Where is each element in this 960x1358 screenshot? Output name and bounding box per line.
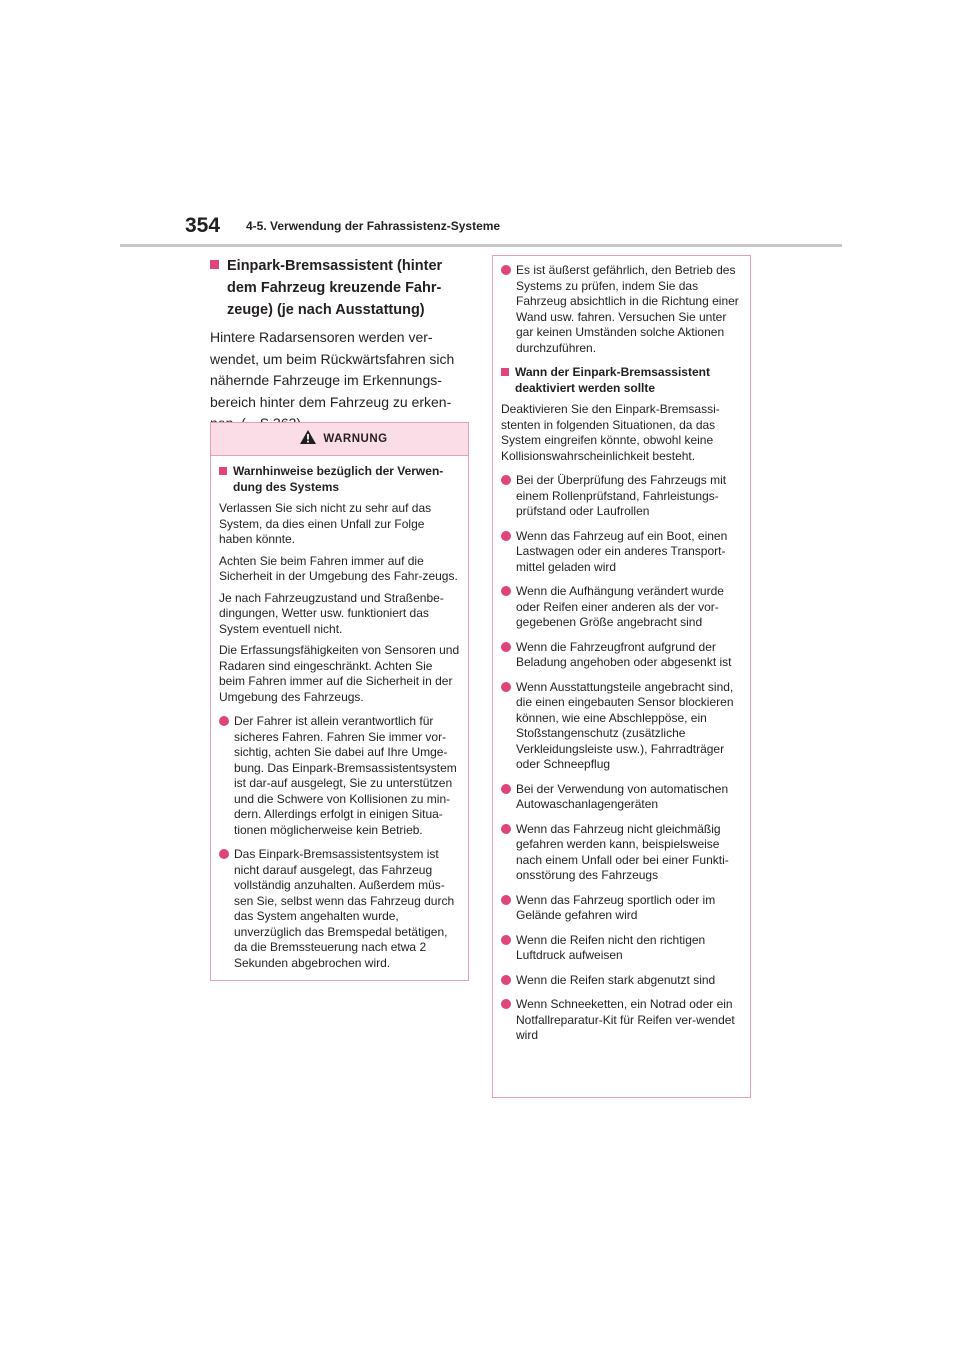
circle-bullet-icon: [501, 531, 511, 541]
list-item-text: Wenn das Fahrzeug sportlich oder im Gelände gefahren wird: [516, 892, 716, 922]
circle-bullet-icon: [501, 784, 511, 794]
circle-bullet-icon: [219, 849, 229, 859]
list-item: [501, 584, 742, 631]
square-bullet-icon: [210, 260, 219, 269]
list-item: [501, 973, 742, 989]
list-item: [501, 529, 742, 576]
list-item: [501, 933, 742, 964]
main-heading: [210, 255, 472, 321]
warning-paragraph: Je nach Fahrzeugzustand und Straßenbe-dingungen, Wetter usw. funktioniert das System eventuell nicht.: [219, 590, 444, 636]
list-item-text: Wenn Ausstattungsteile angebracht sind, die einen eingebauten Sensor blockieren können, wie eine Abschleppöse, ein Stoßstangenschutz (zusätzliche Verkleidungsleiste usw.), Fahrradträger oder Schneepflug: [516, 679, 734, 771]
warning-subheading: [219, 464, 460, 495]
list-item-text: Wenn die Reifen stark abgenutzt sind: [516, 972, 716, 987]
list-item-text: Das Einpark-Bremsassistentsystem ist nicht darauf ausgelegt, das Fahrzeug vollständig anzuhalten. Außerdem müs-sen Sie, selbst wenn das Fahrzeug durch das System angehalten wurde, unverzüglich das Bremspedal betätigen, da die Bremssteuerung nach etwa 2 Sekunden abgebrochen wird.: [234, 847, 455, 970]
circle-bullet-icon: [501, 975, 511, 985]
main-heading-text: Einpark-Bremsassistent (hinter dem Fahrzeug kreuzende Fahr-zeuge) (je nach Ausstattung): [227, 258, 443, 318]
list-item-text: Wenn die Reifen nicht den richtigen Luftdruck aufweisen: [516, 932, 706, 962]
list-item-text: Bei der Verwendung von automatischen Autowaschanlagengeräten: [516, 781, 729, 811]
circle-bullet-icon: [501, 265, 511, 275]
list-item: [501, 782, 742, 813]
caution-box: [492, 255, 751, 1098]
list-item: [219, 847, 460, 971]
list-item-text: Wenn das Fahrzeug nicht gleichmäßig gefahren werden kann, beispielsweise nach einem Unfall oder bei einer Funkti-onsstörung des Fahrzeugs: [516, 821, 729, 882]
warning-header: [211, 423, 468, 456]
circle-bullet-icon: [501, 824, 511, 834]
circle-bullet-icon: [501, 642, 511, 652]
list-item: [501, 640, 742, 671]
list-item: [219, 714, 460, 838]
warning-label: WARNUNG: [323, 433, 388, 445]
circle-bullet-icon: [501, 935, 511, 945]
circle-bullet-icon: [501, 895, 511, 905]
list-item: [501, 473, 742, 520]
list-item-text: Bei der Überprüfung des Fahrzeugs mit einem Rollenprüfstand, Fahrleistungs-prüfstand oder Laufrollen: [516, 473, 727, 518]
circle-bullet-icon: [501, 999, 511, 1009]
list-item: [501, 263, 742, 356]
intro-paragraph: Hintere Radarsensoren werden ver-wendet, um beim Rückwärtsfahren sich nähernde Fahrzeuge im Erkennungs-bereich hinter dem Fahrzeug zu erken-: [210, 329, 455, 410]
warning-box: [210, 422, 469, 981]
warning-triangle-icon: [299, 429, 317, 450]
list-item-text: Wenn die Fahrzeugfront aufgrund der Beladung angehoben oder abgesenkt ist: [516, 639, 732, 669]
list-item-text: Wenn die Aufhängung verändert wurde oder Reifen einer anderen als der vor-gegebenen Größe angebracht sind: [516, 584, 724, 629]
page-number: 354: [185, 214, 221, 237]
circle-bullet-icon: [501, 682, 511, 692]
deactivation-paragraph: Deaktivieren Sie den Einpark-Bremsassi-stenten in folgenden Situationen, da das System eingreifen könnte, obwohl keine Kollisionswahrscheinlichkeit besteht.: [501, 402, 720, 463]
square-bullet-icon: [501, 368, 509, 376]
circle-bullet-icon: [219, 716, 229, 726]
warning-subheading-text: Warnhinweise bezüglich der Verwen-dung des Systems: [233, 464, 444, 494]
circle-bullet-icon: [501, 586, 511, 596]
list-item-text: Der Fahrer ist allein verantwortlich für sicheres Fahren. Fahren Sie immer vor-sichtig, achten Sie dabei auf Ihre Umge-bung. Das Einpark-Bremsassistentsystem ist dar-auf ausgelegt, Sie zu unterstützen und die Schwere von Kollisionen zu min-dern. Allerdings erfolgt in einigen Situa-tionen möglicherweise kein Betrieb.: [234, 714, 457, 837]
warning-paragraph: Die Erfassungsfähigkeiten von Sensoren und Radaren sind eingeschränkt. Achten Sie beim Fahren immer auf die Sicherheit in der Umgebung des Fahrzeugs.: [219, 643, 460, 704]
list-item: [501, 680, 742, 773]
section-title: 4-5. Verwendung der Fahrassistenz-Systeme: [246, 219, 501, 233]
list-item-text: Wenn das Fahrzeug auf ein Boot, einen Lastwagen oder ein anderes Transport-mittel geladen wird: [516, 528, 728, 574]
warning-paragraph: Verlassen Sie sich nicht zu sehr auf das System, da dies einen Unfall zur Folge haben könnte.: [219, 501, 432, 546]
list-item-text: Wenn Schneeketten, ein Notrad oder ein Notfallreparatur-Kit für Reifen ver-wendet wird: [516, 997, 735, 1042]
deactivation-subheading: [501, 365, 742, 396]
main-section: [210, 255, 472, 435]
warning-paragraph: Achten Sie beim Fahren immer auf die Sicherheit in der Umgebung des Fahr-zeugs.: [219, 553, 458, 583]
list-item: [501, 997, 742, 1044]
list-item: [501, 893, 742, 924]
caution-body: [493, 256, 750, 1044]
warning-body: [211, 456, 468, 971]
header-divider: [120, 244, 842, 247]
list-item: [501, 822, 742, 884]
circle-bullet-icon: [501, 475, 511, 485]
deactivation-subheading-text: Wann der Einpark-Bremsassistent deaktiviert werden sollte: [515, 365, 710, 395]
square-bullet-icon: [219, 467, 227, 475]
list-item-text: Es ist äußerst gefährlich, den Betrieb des Systems zu prüfen, indem Sie das Fahrzeug absichtlich in die Richtung einer Wand usw. fahren. Versuchen Sie unter gar keinen Umständen solche Aktionen durchzuführen.: [516, 263, 739, 355]
